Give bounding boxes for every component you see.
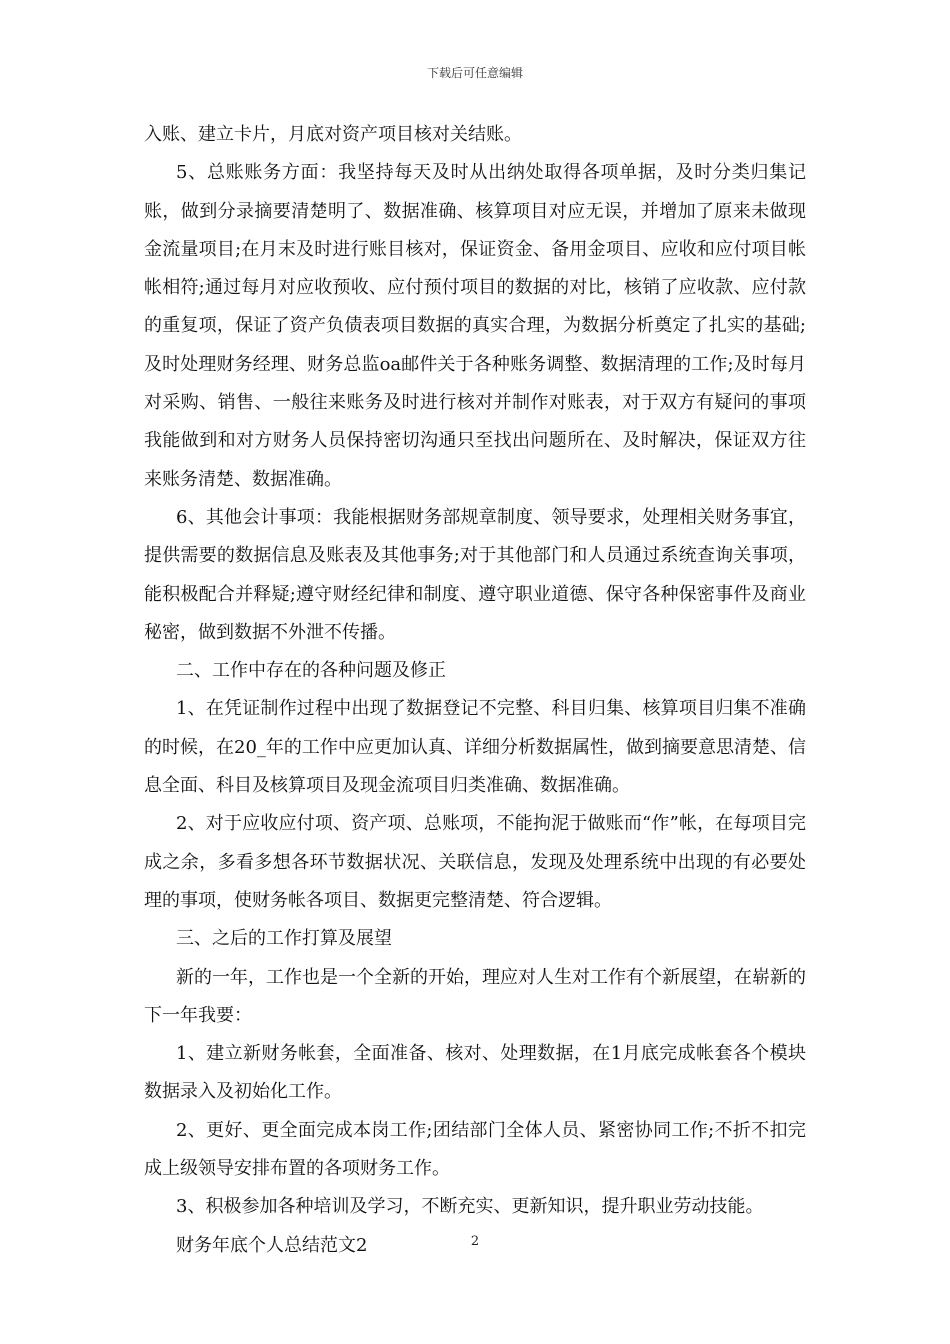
document-body xyxy=(144,116,806,1265)
document-subtitle: 财务年底个人总结范文2 xyxy=(176,1234,368,1256)
paragraph: 2、更好、更全面完成本岗工作;团结部门全体人员、紧密协同工作;不折不扣完成上级领导安排布置的各项财务工作。 xyxy=(144,1119,806,1180)
paragraph: 1、建立新财务帐套，全面准备、核对、处理数据，在1月底完成帐套各个模块数据录入及初始化工作。 xyxy=(144,1043,806,1103)
page-header: 下载后可任意编辑 xyxy=(426,66,523,80)
paragraph: 5、总账账务方面：我坚持每天及时从出纳处取得各项单据，及时分类归集记账，做到分录摘要清楚明了、数据准确、核算项目对应无误，并增加了原来未做现金流量项目;在月末及时进行账目核对，保证资金、备用金项目、应收和应付项目帐帐相符;通过每月对应收预收、应付预付项目的数据的对比，核销了应收款、应付款的重复项，保证了资产负债表项目数据的真实合理，为数据分析奠定了扎实的基础;及时处理财务经理、财务总监oa邮件关于各种账务调整、数据清理的工作;及时每月对采购、销售、一般往来账务及时进行核对并制作对账表，对于双方有疑问的事项我能做到和对方财务人员保持密切沟通只至找出问题所在、及时解决，保证双方往来账务清楚、数据准确。 xyxy=(144,162,806,490)
paragraph: 1、在凭证制作过程中出现了数据登记不完整、科目归集、核算项目归集不准确的时候，在20_年的工作中应更加认真、详细分析数据属性，做到摘要意思清楚、信息全面、科目及核算项目及现金流项目归类准确、数据准确。 xyxy=(144,698,806,797)
paragraph: 6、其他会计事项：我能根据财务部规章制度、领导要求，处理相关财务事宜，提供需要的数据信息及账表及其他事务;对于其他部门和人员通过系统查询关事项，能积极配合并释疑;遵守财经纪律和制度、遵守职业道德、保守各种保密事件及商业秘密，做到数据不外泄不传播。 xyxy=(144,506,806,643)
paragraph: 3、积极参加各种培训及学习，不断充实、更新知识，提升职业劳动技能。 xyxy=(176,1196,764,1218)
paragraph: 2、对于应收应付项、资产项、总账项，不能拘泥于做账而“作”帐，在每项目完成之余，多看多想各环节数据状况、关联信息，发现及处理系统中出现的有必要处理的事项，使财务帐各项目、数据更完整清楚、符合逻辑。 xyxy=(144,813,806,911)
section-heading: 三、之后的工作打算及展望 xyxy=(176,928,392,950)
page-number: 2 xyxy=(470,1234,480,1249)
paragraph: 入账、建立卡片，月底对资产项目核对关结账。 xyxy=(144,124,522,145)
section-heading: 二、工作中存在的各种问题及修正 xyxy=(176,660,446,682)
paragraph: 新的一年，工作也是一个全新的开始，理应对人生对工作有个新展望，在崭新的下一年我要： xyxy=(144,966,806,1026)
